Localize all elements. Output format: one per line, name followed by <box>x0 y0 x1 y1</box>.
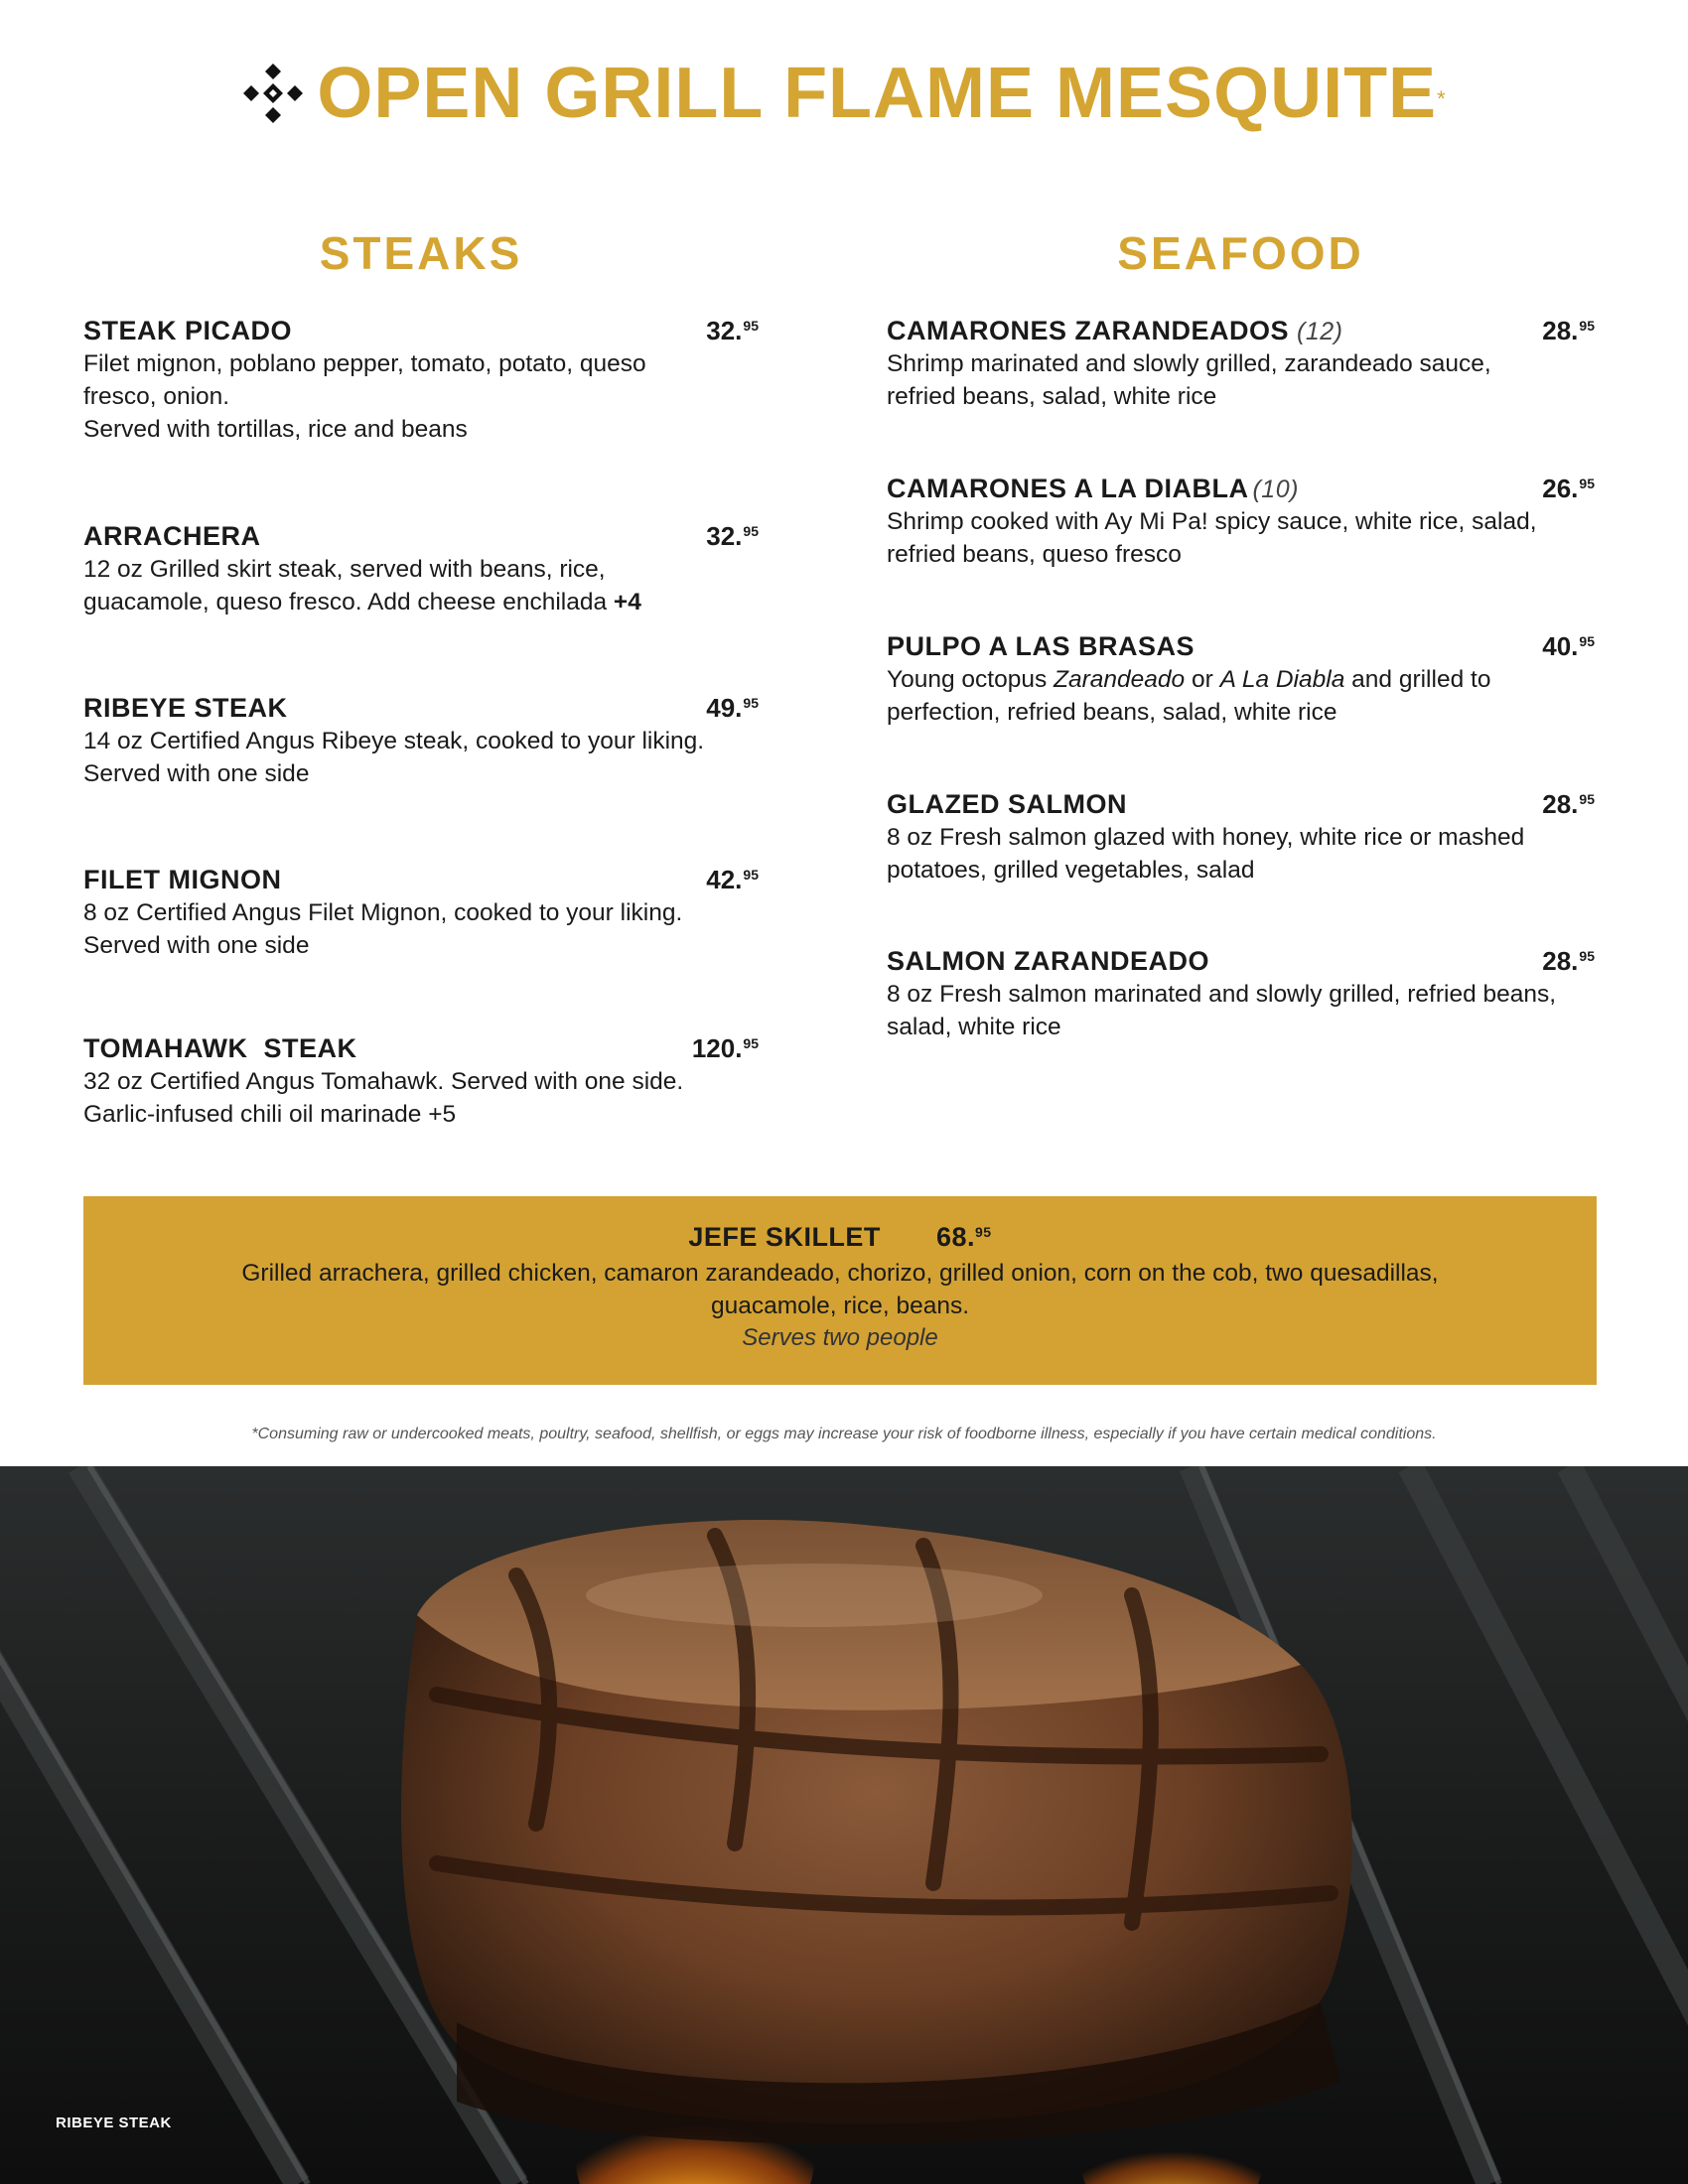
food-safety-disclaimer: *Consuming raw or undercooked meats, poultry, seafood, shellfish, or eggs may increase your risk of foodborne illness, especially if you have certain medical conditions. <box>251 1426 1437 1442</box>
item-description: 14 oz Certified Angus Ribeye steak, cooked to your liking. Served with one side <box>83 728 705 787</box>
item-description: 32 oz Certified Angus Tomahawk. Served with one side. Garlic-infused chili oil marinade +5 <box>83 1068 684 1128</box>
item-price: 26.95 <box>1542 474 1595 503</box>
menu-item-camarones-zarandeados <box>887 316 1595 413</box>
banner-item-name: JEFE SKILLET <box>688 1222 881 1252</box>
photo-caption: RIBEYE STEAK <box>56 2115 172 2131</box>
banner-item-price: 68.95 <box>935 1222 992 1252</box>
item-price: 49.95 <box>706 693 759 723</box>
steaks-heading: STEAKS <box>319 227 523 279</box>
item-price: 40.95 <box>1542 631 1595 661</box>
menu-item-camarones-a-la-diabla <box>887 474 1595 571</box>
menu-item-steak-picado <box>83 316 759 446</box>
item-price: 32.95 <box>706 316 759 345</box>
steak-on-grill-photo <box>0 1466 1688 2184</box>
item-name: CAMARONES A LA DIABLA (10) <box>887 474 1299 503</box>
banner-description: Grilled arrachera, grilled chicken, camaron zarandeado, chorizo, grilled onion, corn on the cob, two quesadillas, guacamole, rice, beans. <box>241 1260 1439 1319</box>
jefe-skillet-banner <box>83 1196 1597 1385</box>
steak-photo-illustration <box>0 1466 1688 2184</box>
item-count: (12) <box>1297 318 1343 345</box>
banner-title <box>83 1222 1597 1253</box>
item-name: GLAZED SALMON <box>887 789 1127 819</box>
page-title: OPEN GRILL FLAME MESQUITE* <box>317 54 1447 133</box>
item-price: 28.95 <box>1542 946 1595 976</box>
menu-header <box>0 52 1688 135</box>
menu-item-arrachera <box>83 521 759 618</box>
item-price: 120.95 <box>691 1033 759 1063</box>
item-description: Filet mignon, poblano pepper, tomato, potato, queso fresco, onion. Served with tortillas, rice and beans <box>83 350 646 443</box>
item-name: CAMARONES ZARANDEADOS (12) <box>887 316 1343 345</box>
item-count: (10) <box>1252 476 1299 503</box>
item-description: 12 oz Grilled skirt steak, served with beans, rice, guacamole, queso fresco. Add cheese enchilada +4 <box>83 556 641 615</box>
item-name: ARRACHERA <box>83 521 261 551</box>
banner-serving-note: Serves two people <box>742 1324 938 1351</box>
menu-item-salmon-zarandeado <box>887 946 1595 1043</box>
item-name: SALMON ZARANDEADO <box>887 946 1209 976</box>
item-description: 8 oz Fresh salmon marinated and slowly grilled, refried beans, salad, white rice <box>887 981 1557 1040</box>
menu-item-tomahawk-steak <box>83 1033 759 1131</box>
item-name: FILET MIGNON <box>83 865 282 894</box>
item-description: Shrimp marinated and slowly grilled, zarandeado sauce, refried beans, salad, white rice <box>887 350 1491 410</box>
item-description: 8 oz Certified Angus Filet Mignon, cooked to your liking. Served with one side <box>83 899 683 959</box>
item-name: RIBEYE STEAK <box>83 693 288 723</box>
menu-item-ribeye-steak <box>83 693 759 790</box>
item-name: TOMAHAWK STEAK <box>83 1033 357 1063</box>
item-description: 8 oz Fresh salmon glazed with honey, white rice or mashed potatoes, grilled vegetables, salad <box>887 824 1525 884</box>
item-price: 32.95 <box>706 521 759 551</box>
item-price: 42.95 <box>706 865 759 894</box>
seafood-heading: SEAFOOD <box>1117 227 1364 279</box>
item-name: PULPO A LAS BRASAS <box>887 631 1196 661</box>
item-price: 28.95 <box>1542 789 1595 819</box>
item-description: Shrimp cooked with Ay Mi Pa! spicy sauce, white rice, salad, refried beans, queso fresco <box>887 508 1537 568</box>
menu-item-filet-mignon <box>83 865 759 962</box>
menu-item-glazed-salmon <box>887 789 1595 887</box>
menu-item-pulpo-a-las-brasas <box>887 631 1595 729</box>
item-description: Young octopus Zarandeado or A La Diabla and grilled to perfection, refried beans, salad, white rice <box>887 666 1491 726</box>
diamond-ornament-icon <box>241 62 305 125</box>
item-name: STEAK PICADO <box>83 316 293 345</box>
item-price: 28.95 <box>1542 316 1595 345</box>
